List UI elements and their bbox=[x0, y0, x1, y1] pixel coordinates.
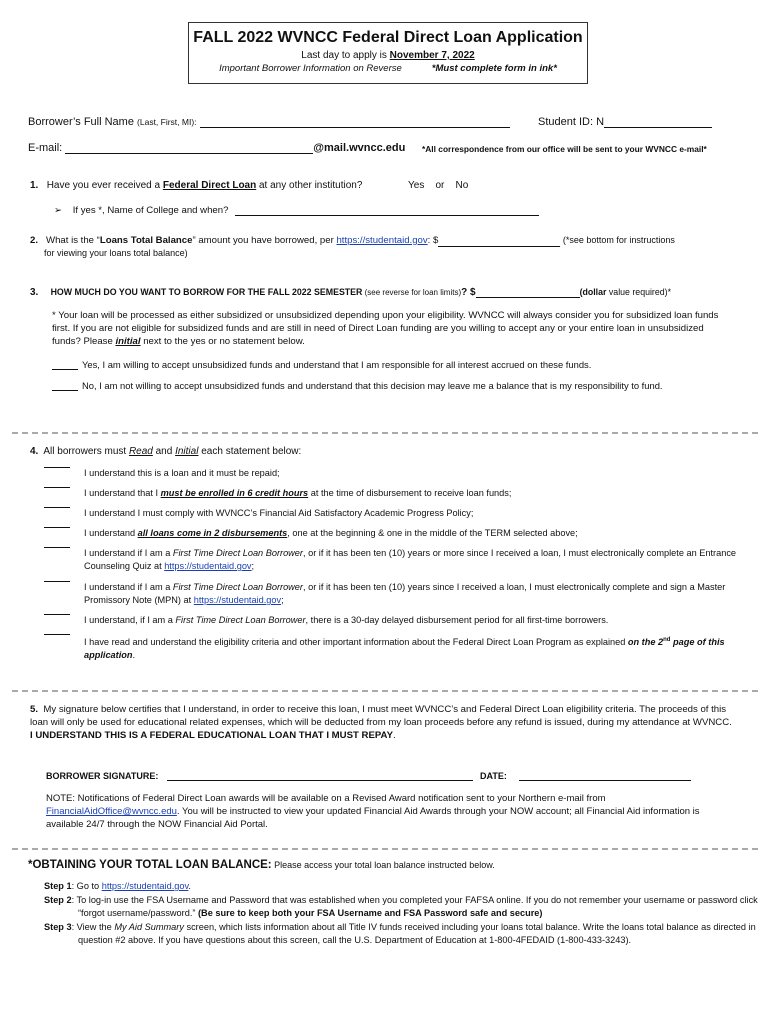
step-3-a: : View the bbox=[71, 922, 115, 932]
statement-7-text bbox=[84, 614, 744, 627]
q2-text-after: : $ bbox=[427, 235, 439, 246]
q2-number: 2. bbox=[30, 235, 39, 246]
page-title: FALL 2022 WVNCC Federal Direct Loan Application bbox=[193, 29, 583, 46]
s5-studentaid-link[interactable]: https://studentaid.gov bbox=[164, 561, 252, 571]
q2-note-line2: for viewing your loans total balance) bbox=[44, 248, 188, 258]
q1-yes-no bbox=[408, 180, 468, 191]
q3-no-text: No, I am not willing to accept unsubsidized funds and understand that this decision may leave me a balance that is my responsibility to fund. bbox=[82, 380, 663, 391]
q5-number: 5. bbox=[30, 704, 39, 715]
q1-followup bbox=[54, 205, 539, 216]
statement-3-initial-field[interactable] bbox=[44, 507, 70, 508]
statement-4-text bbox=[84, 527, 744, 540]
student-id-field[interactable] bbox=[604, 127, 712, 128]
q2-text-before: What is the “ bbox=[46, 235, 100, 246]
q3-number: 3. bbox=[30, 287, 39, 298]
q3-para-a: * Your loan will be processed as either subsidized or unsubsidized depending upon your eligibility. WVNCC will always consider you for subsidized loan funds first. If you are not eligible for subsidized funds and are still in need of Direct Loan funding are you willing to accept any or your entire loan in unsubsidized funds? Please bbox=[52, 310, 719, 347]
s2-b: at the time of disbursement to receive loan funds; bbox=[308, 488, 512, 498]
q3-yes-text: Yes, I am willing to accept unsubsidized funds and understand that I am responsible for all interest accrued on these funds. bbox=[82, 359, 592, 370]
q3-explanation bbox=[52, 309, 732, 348]
question-5 bbox=[30, 703, 735, 742]
step-1 bbox=[44, 880, 744, 893]
step-2-bold: (Be sure to keep both your FSA Username and FSA Password safe and secure) bbox=[198, 908, 543, 918]
s7-a: I understand, if I am a bbox=[84, 615, 176, 625]
q3-no-initial-field[interactable] bbox=[52, 390, 78, 391]
section-divider-1 bbox=[12, 432, 758, 434]
q1-yes-option[interactable]: Yes bbox=[408, 180, 425, 191]
statement-5-text bbox=[84, 547, 744, 573]
title-box bbox=[188, 22, 588, 84]
q4-intro-initial: Initial bbox=[175, 446, 199, 457]
deadline-line bbox=[189, 50, 587, 61]
statement-1-initial-field[interactable] bbox=[44, 467, 70, 468]
section-divider-2 bbox=[12, 690, 758, 692]
q4-intro-b: each statement below: bbox=[198, 446, 302, 457]
q3-yes-initial-field[interactable] bbox=[52, 369, 78, 370]
q2-balance-field[interactable] bbox=[438, 246, 560, 247]
financial-aid-email-link[interactable]: FinancialAidOffice@wvncc.edu bbox=[46, 806, 177, 817]
s8-a: I have read and understand the eligibility criteria and other important information about the Federal Direct Loan Program as explained bbox=[84, 637, 628, 648]
q3-amount-field[interactable] bbox=[476, 297, 580, 298]
statement-4-initial-field[interactable] bbox=[44, 527, 70, 528]
q1-or: or bbox=[435, 180, 445, 191]
q2-text-mid: ” amount you have borrowed, per bbox=[192, 235, 337, 246]
q3-para-b: next to the yes or no statement below. bbox=[140, 336, 305, 347]
borrower-name-hint: (Last, First, MI): bbox=[137, 117, 197, 127]
s8-c: . bbox=[132, 650, 136, 661]
statement-6-text bbox=[84, 581, 744, 607]
q2-studentaid-link[interactable]: https://studentaid.gov bbox=[336, 235, 428, 246]
student-id-label: Student ID: N bbox=[538, 116, 605, 128]
statement-8-text bbox=[84, 634, 744, 662]
statement-6-initial-field[interactable] bbox=[44, 581, 70, 582]
s4-bold: all loans come in 2 disbursements bbox=[137, 528, 288, 538]
s6-a: I understand if I am a bbox=[84, 582, 173, 592]
email-label: E-mail: bbox=[28, 142, 63, 154]
question-3 bbox=[30, 287, 671, 298]
s8-bold2: page of this application bbox=[84, 637, 725, 661]
s6-b: , or if it has been ten (10) years since I received a loan, I must electronically complete and sign a Master Promissory Note (MPN) at bbox=[84, 582, 726, 605]
q3-yes-row bbox=[52, 359, 591, 370]
statement-3-text: I understand I must comply with WVNCC’s Financial Aid Satisfactory Academic Progress Policy; bbox=[84, 508, 474, 518]
note-b: . You will be instructed to view your updated Financial Aid Awards through your NOW account; all Financial Aid information is available 24/7 through the NOW Financial Aid Portal. bbox=[46, 806, 700, 830]
s5-a: I understand if I am a bbox=[84, 548, 173, 558]
step-3-b: screen, which lists information about all Title IV funds received including your loans total balance. Write the loans total balance as directed in question #2 above. If you have questions about this screen, call the U.S. Department of Education at 1-800-4FEDAID (1-800-433-3243). bbox=[78, 922, 756, 945]
s6-c: ; bbox=[281, 595, 284, 605]
s6-it: First Time Direct Loan Borrower bbox=[172, 582, 303, 592]
arrow-bullet-icon: ➢ bbox=[54, 205, 63, 216]
step-2-a: : To log-in use the FSA Username and Password that was established when you completed your FAFSA online. If you do not remember your username or password click “forgot username/password.” bbox=[71, 895, 758, 918]
step-3 bbox=[44, 921, 768, 947]
q2-text-bold: Loans Total Balance bbox=[99, 235, 193, 246]
q4-number: 4. bbox=[30, 446, 39, 457]
statement-5-initial-field[interactable] bbox=[44, 547, 70, 548]
email-field[interactable] bbox=[65, 153, 313, 154]
q5-text-end: . bbox=[392, 730, 396, 741]
statement-7-initial-field[interactable] bbox=[44, 614, 70, 615]
q3-dollar-bold: (dollar bbox=[579, 287, 607, 297]
step-3-label: Step 3 bbox=[44, 922, 72, 932]
q1-no-option[interactable]: No bbox=[455, 180, 469, 191]
balance-heading: *OBTAINING YOUR TOTAL LOAN BALANCE: bbox=[28, 859, 272, 871]
email-domain: @mail.wvncc.edu bbox=[313, 142, 406, 154]
balance-heading-after: Please access your total loan balance instructed below. bbox=[271, 860, 495, 870]
step-1-studentaid-link[interactable]: https://studentaid.gov bbox=[101, 881, 189, 891]
question-4 bbox=[30, 446, 301, 457]
q3-text-bold: HOW MUCH DO YOU WANT TO BORROW FOR THE FALL 2022 SEMESTER bbox=[50, 287, 363, 297]
s4-b: , one at the beginning & one in the middle of the TERM selected above; bbox=[287, 528, 578, 538]
step-3-it: My Aid Summary bbox=[114, 922, 184, 932]
s8-bold: on the 2 bbox=[627, 637, 664, 648]
s2-a: I understand that I bbox=[84, 488, 161, 498]
balance-heading-row bbox=[28, 859, 495, 871]
signature-row bbox=[46, 771, 473, 781]
date-row bbox=[480, 771, 691, 781]
borrower-name-field[interactable] bbox=[200, 127, 510, 128]
q1-number: 1. bbox=[30, 180, 39, 191]
borrower-name-row bbox=[28, 116, 510, 128]
step-1-a: : Go to bbox=[71, 881, 102, 891]
s7-b: , there is a 30-day delayed disbursement period for all first-time borrowers. bbox=[305, 615, 609, 625]
q5-text-bold: I UNDERSTAND THIS IS A FEDERAL EDUCATIONAL LOAN THAT I MUST REPAY bbox=[30, 730, 393, 741]
statement-1-text: I understand this is a loan and it must be repaid; bbox=[84, 468, 280, 478]
s5-it: First Time Direct Loan Borrower bbox=[172, 548, 303, 558]
q5-text: My signature below certifies that I understand, in order to receive this loan, I must meet WVNCC’s and Federal Direct Loan eligibility criteria. The proceeds of this loan will only be used for educational related expenses, which will be deducted from my loan proceeds before any refund is issued, during my attendance at WVNCC. bbox=[30, 704, 732, 728]
question-2 bbox=[30, 234, 730, 260]
question-1 bbox=[30, 180, 362, 191]
ink-note: *Must complete form in ink* bbox=[431, 63, 557, 74]
deadline-prefix: Last day to apply is bbox=[301, 50, 390, 61]
email-row bbox=[28, 142, 405, 154]
q3-para-initial: initial bbox=[115, 336, 141, 347]
q1-text-before: Have you ever received a bbox=[46, 180, 163, 191]
statement-2-initial-field[interactable] bbox=[44, 487, 70, 488]
q1-text-bold: Federal Direct Loan bbox=[162, 180, 257, 191]
s6-studentaid-link[interactable]: https://studentaid.gov bbox=[193, 595, 282, 605]
signature-field[interactable] bbox=[167, 780, 473, 781]
q3-dollar-after: value required)* bbox=[606, 287, 671, 297]
s2-bold: must be enrolled in 6 credit hours bbox=[160, 488, 309, 498]
q3-text-hint: (see reverse for loan limits) bbox=[362, 288, 462, 297]
deadline-date: November 7, 2022 bbox=[389, 50, 475, 61]
q4-intro-and: and bbox=[152, 446, 176, 457]
q4-intro-read: Read bbox=[128, 446, 153, 457]
s7-it: First Time Direct Loan Borrower bbox=[175, 615, 306, 625]
student-id-row bbox=[538, 116, 712, 128]
s5-b: , or if it has been ten (10) years or more since I received a loan, I must electronically complete an Entrance Counseling Quiz at bbox=[84, 548, 737, 571]
header-notes bbox=[189, 63, 587, 74]
date-label: DATE: bbox=[480, 771, 507, 781]
s4-a: I understand bbox=[84, 528, 138, 538]
email-note: *All correspondence from our office will be sent to your WVNCC e-mail* bbox=[422, 144, 707, 154]
statement-2-text bbox=[84, 487, 744, 500]
statement-8-initial-field[interactable] bbox=[44, 634, 70, 635]
borrower-name-label: Borrower’s Full Name bbox=[28, 116, 134, 128]
section-divider-3 bbox=[12, 848, 758, 850]
q1-followup-text: If yes *, Name of College and when? bbox=[72, 205, 229, 216]
s5-c: ; bbox=[251, 561, 255, 571]
notification-note bbox=[46, 792, 736, 831]
q3-no-row bbox=[52, 380, 663, 391]
step-2 bbox=[44, 894, 768, 920]
signature-label: BORROWER SIGNATURE: bbox=[46, 771, 159, 781]
note-a: NOTE: Notifications of Federal Direct Loan awards will be available on a Revised Award notification sent to your Northern e-mail from bbox=[46, 793, 606, 804]
q3-qmark: ? $ bbox=[461, 287, 476, 298]
q1-text-after: at any other institution? bbox=[256, 180, 363, 191]
q1-college-field[interactable] bbox=[235, 215, 539, 216]
step-1-b: . bbox=[188, 881, 191, 891]
s8-sup: nd bbox=[663, 637, 671, 643]
info-note: Important Borrower Information on Reverse bbox=[219, 63, 402, 74]
q4-intro-a: All borrowers must bbox=[43, 446, 129, 457]
date-field[interactable] bbox=[519, 780, 691, 781]
step-1-label: Step 1 bbox=[44, 881, 72, 891]
step-2-label: Step 2 bbox=[44, 895, 72, 905]
q2-note-line1: (*see bottom for instructions bbox=[560, 235, 675, 245]
